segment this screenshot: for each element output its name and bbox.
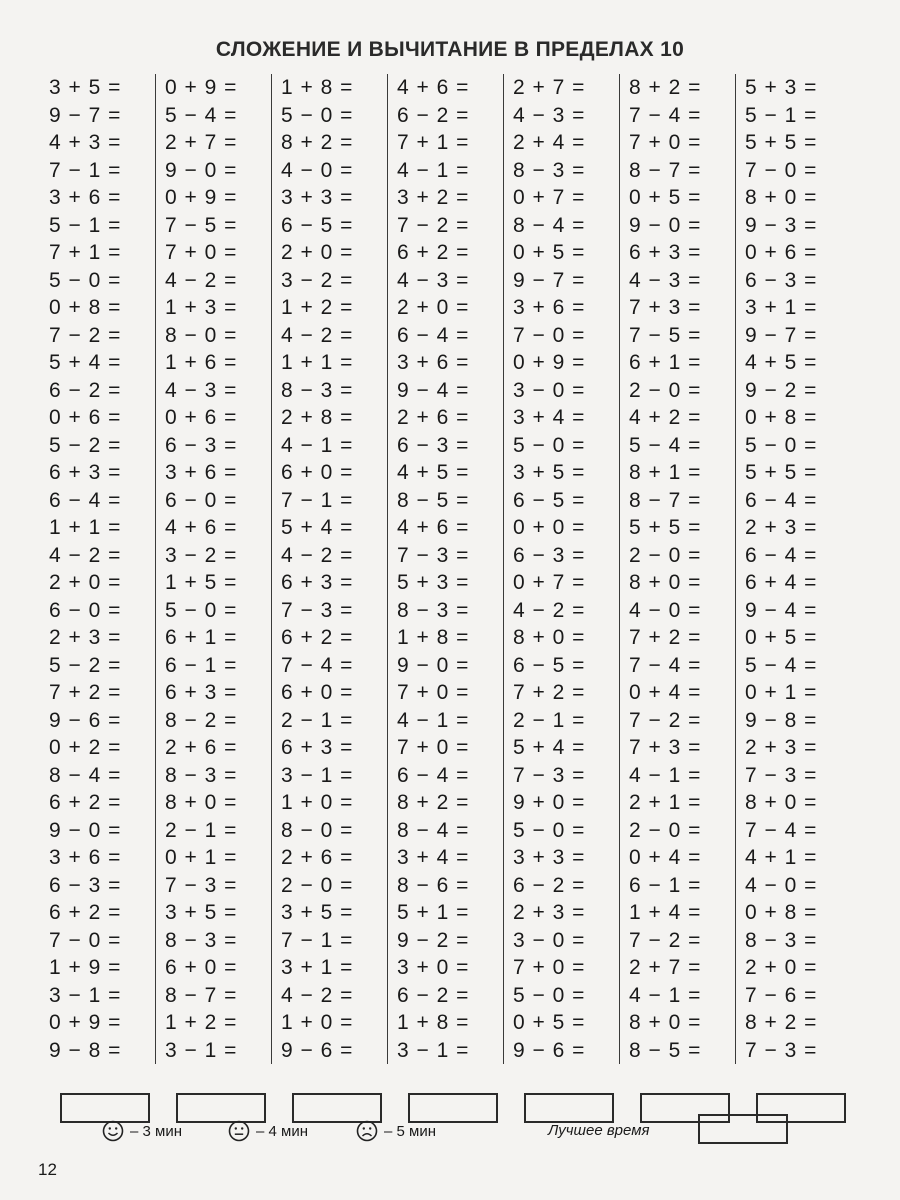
exercise-item: 1 + 0 = (281, 791, 354, 814)
exercise-item: 9 − 3 = (745, 213, 818, 237)
exercise-item: 4 + 3 = (49, 131, 122, 154)
best-time-label: Лучшее время (548, 1122, 650, 1139)
exercise-item: 1 + 8 = (397, 1011, 470, 1034)
exercise-item: 7 − 3 = (165, 873, 238, 897)
exercise-item: 4 + 6 = (165, 516, 238, 539)
exercise-item: 8 + 1 = (629, 461, 702, 484)
exercise-item: 8 − 4 = (49, 763, 122, 787)
exercise-item: 0 + 9 = (49, 1011, 122, 1034)
exercise-grid (40, 74, 848, 1064)
exercise-item: 8 − 3 = (281, 378, 354, 402)
exercise-item: 0 + 8 = (745, 406, 818, 429)
exercise-item: 6 − 4 = (397, 323, 470, 347)
exercise-item: 7 + 2 = (49, 681, 122, 704)
exercise-item: 0 + 7 = (513, 186, 586, 209)
exercise-column (388, 74, 504, 1064)
exercise-item: 9 − 6 = (513, 1038, 586, 1062)
exercise-item: 8 − 4 = (513, 213, 586, 237)
exercise-item: 9 − 4 = (745, 598, 818, 622)
exercise-item: 0 + 9 = (165, 76, 238, 99)
exercise-item: 3 + 5 = (513, 461, 586, 484)
exercise-item: 0 + 5 = (745, 626, 818, 649)
exercise-item: 0 + 4 = (629, 681, 702, 704)
exercise-item: 6 − 2 = (513, 873, 586, 897)
exercise-item: 3 + 5 = (281, 901, 354, 924)
exercise-item: 8 − 3 = (165, 928, 238, 952)
exercise-item: 7 + 2 = (629, 626, 702, 649)
exercise-item: 7 + 2 = (513, 681, 586, 704)
exercise-item: 6 − 3 = (745, 268, 818, 292)
exercise-item: 7 − 4 = (629, 103, 702, 127)
exercise-item: 6 − 4 = (397, 763, 470, 787)
exercise-item: 1 + 5 = (165, 571, 238, 594)
page-title: СЛОЖЕНИЕ И ВЫЧИТАНИЕ В ПРЕДЕЛАХ 10 (215, 38, 685, 61)
exercise-item: 9 − 7 = (49, 103, 122, 127)
exercise-item: 6 + 3 = (281, 571, 354, 594)
exercise-item: 5 − 1 = (49, 213, 122, 237)
exercise-item: 6 − 5 = (513, 488, 586, 512)
exercise-item: 5 − 0 = (165, 598, 238, 622)
exercise-item: 2 + 7 = (513, 76, 586, 99)
legend-text: – 4 мин (256, 1122, 308, 1140)
exercise-item: 8 − 2 = (165, 708, 238, 732)
exercise-item: 2 + 0 = (281, 241, 354, 264)
exercise-item: 0 + 1 = (165, 846, 238, 869)
exercise-item: 3 + 5 = (165, 901, 238, 924)
exercise-item: 5 + 5 = (745, 461, 818, 484)
exercise-item: 0 + 6 = (165, 406, 238, 429)
exercise-item: 7 + 0 = (165, 241, 238, 264)
exercise-item: 0 + 5 = (629, 186, 702, 209)
exercise-item: 4 − 3 = (629, 268, 702, 292)
exercise-item: 7 + 0 = (397, 681, 470, 704)
exercise-item: 0 + 5 = (513, 1011, 586, 1034)
exercise-item: 6 − 3 = (49, 873, 122, 897)
exercise-item: 1 + 8 = (281, 76, 354, 99)
exercise-item: 7 − 0 = (49, 928, 122, 952)
exercise-item: 0 + 7 = (513, 571, 586, 594)
exercise-item: 1 + 2 = (165, 1011, 238, 1034)
exercise-item: 5 + 4 = (281, 516, 354, 539)
exercise-item: 2 − 1 = (513, 708, 586, 732)
exercise-item: 7 − 4 = (281, 653, 354, 677)
exercise-item: 2 − 0 = (629, 543, 702, 567)
exercise-item: 5 + 5 = (629, 516, 702, 539)
exercise-item: 2 − 0 = (629, 818, 702, 842)
exercise-item: 6 + 4 = (745, 571, 818, 594)
exercise-item: 0 + 1 = (745, 681, 818, 704)
exercise-item: 0 + 9 = (165, 186, 238, 209)
exercise-item: 9 − 7 = (513, 268, 586, 292)
exercise-item: 3 + 1 = (281, 956, 354, 979)
exercise-item: 1 + 0 = (281, 1011, 354, 1034)
exercise-item: 7 − 6 = (745, 983, 818, 1007)
smiley-sad-icon (356, 1120, 378, 1142)
exercise-item: 6 + 0 = (281, 681, 354, 704)
exercise-item: 8 + 0 = (513, 626, 586, 649)
exercise-item: 7 − 5 = (629, 323, 702, 347)
exercise-item: 4 − 1 = (397, 158, 470, 182)
exercise-item: 4 − 2 = (281, 983, 354, 1007)
exercise-item: 4 + 5 = (397, 461, 470, 484)
exercise-item: 8 + 2 = (745, 1011, 818, 1034)
exercise-item: 7 + 0 = (513, 956, 586, 979)
exercise-item: 3 + 6 = (397, 351, 470, 374)
exercise-item: 6 − 5 = (281, 213, 354, 237)
exercise-item: 4 − 2 = (165, 268, 238, 292)
exercise-item: 8 + 2 = (281, 131, 354, 154)
time-box[interactable] (176, 1093, 266, 1123)
best-time-box[interactable] (698, 1114, 788, 1144)
exercise-item: 3 + 4 = (397, 846, 470, 869)
exercise-item: 4 − 2 = (281, 323, 354, 347)
exercise-item: 6 − 4 = (745, 488, 818, 512)
exercise-item: 0 + 2 = (49, 736, 122, 759)
exercise-item: 4 − 3 = (513, 103, 586, 127)
exercise-item: 4 − 2 = (281, 543, 354, 567)
legend-item-5min (356, 1120, 436, 1142)
exercise-item: 3 + 1 = (745, 296, 818, 319)
exercise-item: 4 − 0 = (629, 598, 702, 622)
exercise-item: 6 + 3 = (165, 681, 238, 704)
exercise-item: 2 + 6 = (281, 846, 354, 869)
exercise-item: 7 − 0 = (745, 158, 818, 182)
exercise-item: 6 − 1 = (165, 653, 238, 677)
exercise-item: 4 − 1 = (397, 708, 470, 732)
exercise-item: 7 − 2 = (629, 928, 702, 952)
legend-text: – 3 мин (130, 1122, 182, 1140)
smiley-neutral-icon (228, 1120, 250, 1142)
exercise-item: 8 − 3 = (745, 928, 818, 952)
exercise-item: 9 + 0 = (513, 791, 586, 814)
exercise-item: 2 − 1 = (165, 818, 238, 842)
exercise-item: 9 − 0 = (49, 818, 122, 842)
exercise-item: 1 + 1 = (281, 351, 354, 374)
exercise-item: 2 + 4 = (513, 131, 586, 154)
exercise-item: 5 + 4 = (513, 736, 586, 759)
exercise-item: 4 − 3 = (397, 268, 470, 292)
exercise-item: 6 − 1 = (629, 873, 702, 897)
exercise-item: 1 + 6 = (165, 351, 238, 374)
exercise-item: 3 + 5 = (49, 76, 122, 99)
exercise-item: 4 + 1 = (745, 846, 818, 869)
exercise-item: 9 − 0 = (165, 158, 238, 182)
exercise-item: 5 − 0 = (513, 983, 586, 1007)
exercise-item: 5 + 5 = (745, 131, 818, 154)
exercise-item: 0 + 8 = (745, 901, 818, 924)
exercise-item: 3 + 6 = (49, 846, 122, 869)
exercise-item: 1 + 9 = (49, 956, 122, 979)
exercise-item: 9 − 7 = (745, 323, 818, 347)
exercise-item: 1 + 4 = (629, 901, 702, 924)
exercise-item: 3 − 1 = (281, 763, 354, 787)
exercise-item: 0 + 4 = (629, 846, 702, 869)
exercise-item: 7 − 4 = (629, 653, 702, 677)
exercise-item: 8 − 6 = (397, 873, 470, 897)
exercise-item: 7 + 3 = (629, 296, 702, 319)
exercise-item: 6 + 3 = (281, 736, 354, 759)
exercise-item: 5 + 4 = (49, 351, 122, 374)
exercise-item: 3 − 0 = (513, 928, 586, 952)
exercise-item: 6 − 2 = (397, 983, 470, 1007)
exercise-item: 2 + 0 = (397, 296, 470, 319)
exercise-item: 5 − 2 = (49, 653, 122, 677)
exercise-item: 8 + 0 = (745, 186, 818, 209)
exercise-item: 8 − 7 = (165, 983, 238, 1007)
exercise-item: 5 + 1 = (397, 901, 470, 924)
exercise-item: 8 − 0 = (165, 323, 238, 347)
exercise-item: 2 + 7 = (629, 956, 702, 979)
exercise-item: 9 − 2 = (745, 378, 818, 402)
exercise-item: 5 + 3 = (397, 571, 470, 594)
exercise-item: 4 − 0 = (745, 873, 818, 897)
exercise-item: 8 − 3 = (165, 763, 238, 787)
exercise-item: 1 + 2 = (281, 296, 354, 319)
exercise-item: 8 − 3 = (397, 598, 470, 622)
exercise-item: 0 + 8 = (49, 296, 122, 319)
exercise-item: 6 − 4 = (745, 543, 818, 567)
exercise-item: 8 − 3 = (513, 158, 586, 182)
exercise-item: 7 + 0 = (629, 131, 702, 154)
exercise-item: 9 − 8 = (745, 708, 818, 732)
exercise-item: 8 + 0 = (629, 1011, 702, 1034)
exercise-item: 4 − 3 = (165, 378, 238, 402)
exercise-item: 3 − 1 = (165, 1038, 238, 1062)
exercise-column (736, 74, 852, 1064)
exercise-item: 2 − 0 = (629, 378, 702, 402)
exercise-item: 5 − 0 = (745, 433, 818, 457)
exercise-item: 3 + 6 = (513, 296, 586, 319)
exercise-item: 8 − 7 = (629, 158, 702, 182)
exercise-item: 8 + 0 = (745, 791, 818, 814)
exercise-item: 2 + 7 = (165, 131, 238, 154)
exercise-item: 4 − 1 = (629, 983, 702, 1007)
legend-item-4min (228, 1120, 308, 1142)
exercise-item: 9 − 2 = (397, 928, 470, 952)
exercise-item: 2 + 0 = (49, 571, 122, 594)
exercise-item: 0 + 0 = (513, 516, 586, 539)
exercise-item: 6 − 2 = (397, 103, 470, 127)
exercise-item: 8 + 0 = (165, 791, 238, 814)
exercise-item: 3 − 2 = (281, 268, 354, 292)
exercise-item: 6 + 0 = (281, 461, 354, 484)
exercise-item: 3 + 6 = (165, 461, 238, 484)
time-box[interactable] (60, 1093, 150, 1123)
time-box[interactable] (524, 1093, 614, 1123)
exercise-item: 7 + 0 = (397, 736, 470, 759)
exercise-item: 2 + 8 = (281, 406, 354, 429)
exercise-item: 7 − 3 = (745, 1038, 818, 1062)
exercise-item: 8 − 5 = (629, 1038, 702, 1062)
exercise-item: 2 + 6 = (397, 406, 470, 429)
exercise-item: 9 − 0 = (397, 653, 470, 677)
time-box[interactable] (292, 1093, 382, 1123)
time-box[interactable] (408, 1093, 498, 1123)
exercise-item: 5 − 0 = (513, 818, 586, 842)
exercise-column (272, 74, 388, 1064)
exercise-item: 3 − 1 = (397, 1038, 470, 1062)
exercise-column (40, 74, 156, 1064)
exercise-item: 8 − 0 = (281, 818, 354, 842)
exercise-item: 8 + 0 = (629, 571, 702, 594)
exercise-item: 4 − 1 = (281, 433, 354, 457)
exercise-item: 5 − 1 = (745, 103, 818, 127)
exercise-item: 5 − 0 = (513, 433, 586, 457)
exercise-item: 2 − 1 = (281, 708, 354, 732)
exercise-item: 4 − 0 = (281, 158, 354, 182)
exercise-item: 7 − 2 = (629, 708, 702, 732)
exercise-item: 7 − 1 = (281, 928, 354, 952)
exercise-item: 4 + 6 = (397, 76, 470, 99)
exercise-item: 8 + 2 = (629, 76, 702, 99)
exercise-item: 7 − 1 = (49, 158, 122, 182)
exercise-item: 4 + 2 = (629, 406, 702, 429)
exercise-item: 3 + 3 = (513, 846, 586, 869)
exercise-item: 6 + 2 = (397, 241, 470, 264)
exercise-item: 3 − 2 = (165, 543, 238, 567)
exercise-item: 1 + 8 = (397, 626, 470, 649)
exercise-item: 6 − 3 = (513, 543, 586, 567)
exercise-item: 6 + 1 = (629, 351, 702, 374)
exercise-item: 8 − 7 = (629, 488, 702, 512)
exercise-item: 3 + 4 = (513, 406, 586, 429)
exercise-item: 7 + 1 = (49, 241, 122, 264)
exercise-item: 5 − 2 = (49, 433, 122, 457)
exercise-item: 1 + 1 = (49, 516, 122, 539)
exercise-item: 3 + 0 = (397, 956, 470, 979)
exercise-item: 5 − 4 = (629, 433, 702, 457)
exercise-item: 6 − 0 = (49, 598, 122, 622)
exercise-item: 6 + 3 = (629, 241, 702, 264)
exercise-item: 4 + 6 = (397, 516, 470, 539)
exercise-item: 9 − 0 = (629, 213, 702, 237)
exercise-item: 2 + 6 = (165, 736, 238, 759)
exercise-column (504, 74, 620, 1064)
exercise-item: 4 + 5 = (745, 351, 818, 374)
exercise-item: 7 − 0 = (513, 323, 586, 347)
exercise-item: 7 − 3 = (397, 543, 470, 567)
exercise-item: 5 − 0 = (49, 268, 122, 292)
exercise-item: 6 − 4 = (49, 488, 122, 512)
exercise-item: 7 − 5 = (165, 213, 238, 237)
exercise-item: 7 − 2 = (49, 323, 122, 347)
legend-text: – 5 мин (384, 1122, 436, 1140)
exercise-column (156, 74, 272, 1064)
exercise-item: 3 − 1 = (49, 983, 122, 1007)
exercise-item: 2 + 3 = (49, 626, 122, 649)
exercise-item: 7 − 3 = (513, 763, 586, 787)
page-number: 12 (38, 1160, 57, 1179)
exercise-item: 0 + 5 = (513, 241, 586, 264)
exercise-item: 5 − 0 = (281, 103, 354, 127)
exercise-item: 8 − 4 = (397, 818, 470, 842)
exercise-item: 3 + 2 = (397, 186, 470, 209)
exercise-item: 6 + 2 = (49, 901, 122, 924)
exercise-item: 9 − 4 = (397, 378, 470, 402)
exercise-item: 5 + 3 = (745, 76, 818, 99)
exercise-item: 3 − 0 = (513, 378, 586, 402)
exercise-item: 8 − 5 = (397, 488, 470, 512)
exercise-item: 3 + 6 = (49, 186, 122, 209)
exercise-item: 0 + 6 = (745, 241, 818, 264)
exercise-item: 7 − 1 = (281, 488, 354, 512)
exercise-item: 9 − 6 = (281, 1038, 354, 1062)
exercise-item: 0 + 6 = (49, 406, 122, 429)
exercise-item: 2 − 0 = (281, 873, 354, 897)
exercise-item: 4 − 1 = (629, 763, 702, 787)
exercise-item: 7 − 2 = (397, 213, 470, 237)
smiley-happy-icon (102, 1120, 124, 1142)
exercise-item: 3 + 3 = (281, 186, 354, 209)
exercise-item: 6 − 2 = (49, 378, 122, 402)
exercise-item: 4 − 2 = (49, 543, 122, 567)
exercise-item: 9 − 6 = (49, 708, 122, 732)
exercise-item: 2 + 0 = (745, 956, 818, 979)
exercise-item: 0 + 9 = (513, 351, 586, 374)
exercise-item: 1 + 3 = (165, 296, 238, 319)
exercise-item: 7 − 3 = (281, 598, 354, 622)
exercise-item: 6 − 0 = (165, 488, 238, 512)
exercise-item: 2 + 3 = (513, 901, 586, 924)
exercise-item: 6 + 1 = (165, 626, 238, 649)
exercise-item: 5 − 4 = (165, 103, 238, 127)
exercise-item: 7 + 1 = (397, 131, 470, 154)
exercise-item: 6 − 3 = (165, 433, 238, 457)
exercise-item: 6 + 3 = (49, 461, 122, 484)
exercise-item: 2 + 3 = (745, 516, 818, 539)
exercise-item: 8 + 2 = (397, 791, 470, 814)
exercise-item: 4 − 2 = (513, 598, 586, 622)
exercise-column (620, 74, 736, 1064)
exercise-item: 2 + 1 = (629, 791, 702, 814)
legend-item-3min (102, 1120, 182, 1142)
exercise-item: 7 + 3 = (629, 736, 702, 759)
exercise-item: 5 − 4 = (745, 653, 818, 677)
exercise-item: 6 + 0 = (165, 956, 238, 979)
exercise-item: 7 − 4 = (745, 818, 818, 842)
exercise-item: 7 − 3 = (745, 763, 818, 787)
exercise-item: 6 + 2 = (281, 626, 354, 649)
exercise-item: 2 + 3 = (745, 736, 818, 759)
exercise-item: 6 − 5 = (513, 653, 586, 677)
exercise-item: 6 − 3 = (397, 433, 470, 457)
exercise-item: 6 + 2 = (49, 791, 122, 814)
exercise-item: 9 − 8 = (49, 1038, 122, 1062)
